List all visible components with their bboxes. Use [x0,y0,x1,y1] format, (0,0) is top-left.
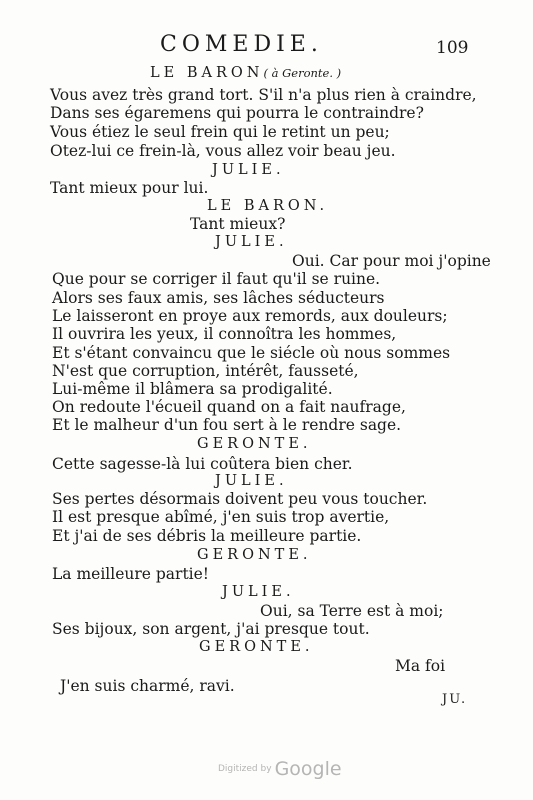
verse-line: Tant mieux? [190,215,286,233]
speaker-label: JULIE. [222,584,295,600]
verse-line: Lui-même il blâmera sa prodigalité. [52,380,333,398]
verse-line: Et s'étant convaincu que le siécle où nous sommes [52,344,451,362]
speaker-label: JULIE. [215,234,288,250]
verse-line: Ma foi [395,657,446,675]
digitization-watermark [218,758,342,780]
verse-line: Et le malheur d'un fou sert à le rendre sage. [52,416,402,434]
verse-line: N'est que corruption, intérêt, fausseté, [52,362,359,380]
verse-line: Que pour se corriger il faut qu'il se ruine. [52,270,381,288]
verse-line: Vous étiez le seul frein qui le retint un peu; [50,123,390,141]
verse-line: Cette sagesse-là lui coûtera bien cher. [52,455,353,473]
verse-line: Dans ses égaremens qui pourra le contraindre? [50,104,424,122]
verse-line: Oui, sa Terre est à moi; [260,602,444,620]
speaker-name: LE BARON [150,65,264,81]
verse-line: Vous avez très grand tort. S'il n'a plus rien à craindre, [50,86,477,104]
verse-line: Alors ses faux amis, ses lâches séducteurs [52,289,385,307]
speaker-label: GERONTE. [197,436,312,452]
verse-line: Tant mieux pour lui. [50,179,209,197]
speaker-label: GERONTE. [199,639,314,655]
running-title: COMEDIE. [160,32,323,57]
verse-line: Le laisseront en proye aux remords, aux douleurs; [52,307,448,325]
verse-line: Ses bijoux, son argent, j'ai presque tout. [52,620,370,638]
speaker-label: JULIE. [215,473,288,489]
speaker-label: GERONTE. [197,547,312,563]
verse-line: Il est presque abîmé, j'en suis trop avertie, [52,508,390,526]
verse-line: Ses pertes désormais doivent peu vous toucher. [52,490,428,508]
verse-line: La meilleure partie! [52,565,210,583]
page-number: 109 [436,38,469,58]
verse-line: Otez-lui ce frein-là, vous allez voir beau jeu. [50,142,396,160]
watermark-brand: Google [274,758,342,780]
watermark-prefix: Digitized by [218,764,272,774]
verse-line: Oui. Car pour moi j'opine [292,252,491,270]
catchword: JU. [442,692,468,707]
verse-line: Il ouvrira les yeux, il connoîtra les hommes, [52,325,397,343]
verse-line: On redoute l'écueil quand on a fait naufrage, [52,398,406,416]
speaker-label: LE BARON. [207,198,329,214]
verse-line: J'en suis charmé, ravi. [60,677,235,695]
speaker-label: JULIE. [212,162,285,178]
stage-direction: ( à Geronte. ) [263,66,342,80]
verse-line: Et j'ai de ses débris la meilleure partie. [52,527,362,545]
speaker-label [150,64,341,82]
